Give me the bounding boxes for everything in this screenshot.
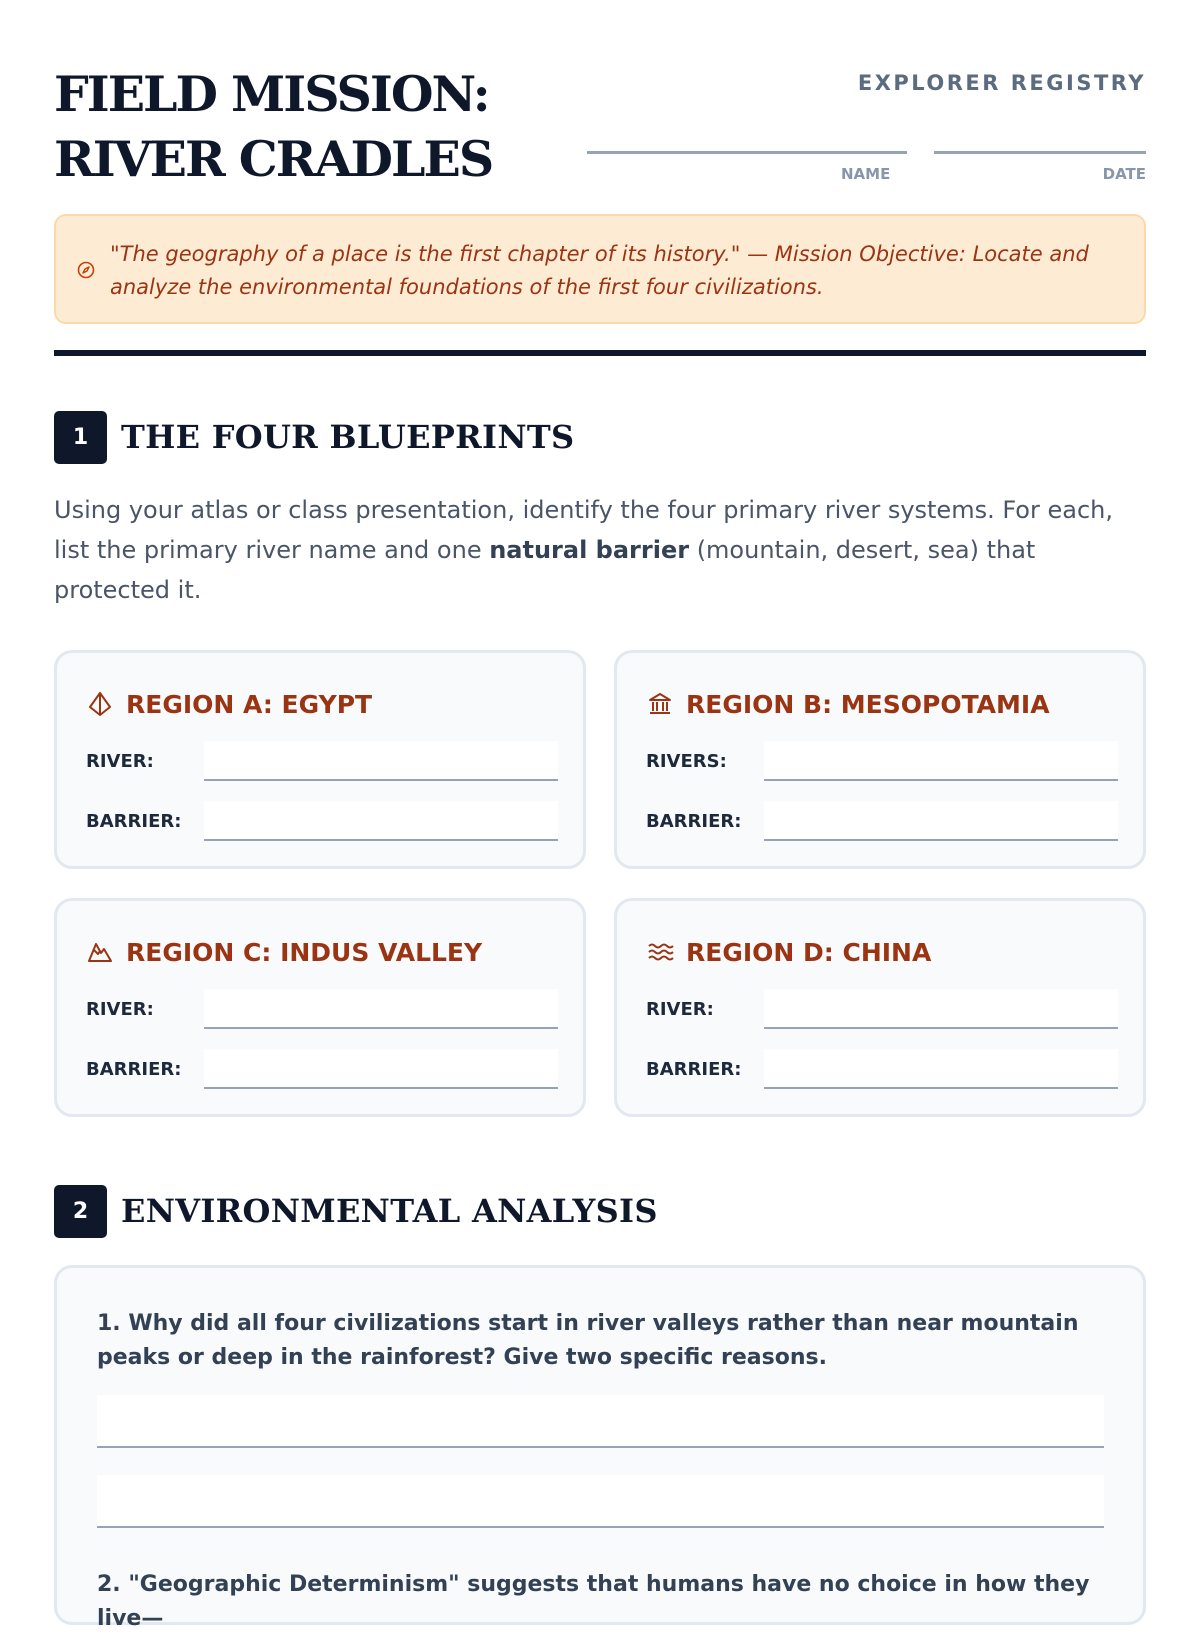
river-label: RIVER:: [86, 999, 154, 1020]
pyramid-icon: [86, 690, 114, 718]
explorer-registry-label: EXPLORER REGISTRY: [857, 71, 1146, 95]
region-card-header: [646, 687, 1050, 721]
rivers-label: RIVERS:: [646, 751, 727, 772]
compass-icon: [76, 260, 96, 280]
section-1-instructions: [54, 490, 1146, 610]
region-card-header: [86, 687, 372, 721]
question-2: 2. "Geographic Determinism" suggests that humans have no choice in how they live—: [97, 1572, 1090, 1631]
egypt-river-input[interactable]: [204, 741, 558, 781]
region-card-egypt: [54, 650, 586, 869]
region-a-title: REGION A: EGYPT: [126, 689, 373, 719]
river-label: RIVER:: [86, 751, 154, 772]
barrier-label: BARRIER:: [86, 811, 182, 832]
name-label: NAME: [841, 165, 891, 183]
page-title: [54, 62, 492, 192]
barrier-label: BARRIER:: [646, 811, 742, 832]
region-b-title: REGION B: MESOPOTAMIA: [686, 689, 1050, 719]
title-line-1: FIELD MISSION:: [54, 65, 489, 123]
title-line-2: RIVER CRADLES: [54, 130, 493, 188]
mountain-icon: [86, 938, 114, 966]
instructions-text-1: Using your atlas or class presentation, identify the four primary river systems. For each, list the primary river name and one: [54, 496, 1113, 564]
natural-barrier-emphasis: natural barrier: [489, 536, 690, 564]
name-field[interactable]: [587, 151, 907, 154]
instructions-text-2: (mountain, desert, sea) that protected it.: [54, 536, 1036, 604]
answer-line[interactable]: [97, 1395, 1104, 1448]
region-card-indus-valley: [54, 898, 586, 1117]
section-1-number: 1: [54, 411, 107, 464]
section-2-title: ENVIRONMENTAL ANALYSIS: [121, 1192, 658, 1230]
region-card-header: [646, 935, 931, 969]
section-1-title: THE FOUR BLUEPRINTS: [121, 418, 575, 456]
river-label: RIVER:: [646, 999, 714, 1020]
indus-barrier-input[interactable]: [204, 1049, 558, 1089]
analysis-box: [54, 1265, 1146, 1631]
waves-icon: [646, 938, 674, 966]
region-c-title: REGION C: INDUS VALLEY: [126, 937, 483, 967]
date-field[interactable]: [934, 151, 1146, 154]
china-river-input[interactable]: [764, 989, 1118, 1029]
barrier-label: BARRIER:: [86, 1059, 182, 1080]
question-1: 1. Why did all four civilizations start in river valleys rather than near mountain peaks or deep in the rainforest? Give two specific reasons.: [97, 1311, 1079, 1370]
mission-objective-banner: [54, 214, 1146, 324]
china-barrier-input[interactable]: [764, 1049, 1118, 1089]
region-d-title: REGION D: CHINA: [686, 937, 932, 967]
mesopotamia-barrier-input[interactable]: [764, 801, 1118, 841]
region-card-china: [614, 898, 1146, 1117]
answer-line[interactable]: [97, 1475, 1104, 1528]
section-2-number: 2: [54, 1185, 107, 1238]
temple-icon: [646, 690, 674, 718]
region-card-header: [86, 935, 482, 969]
mesopotamia-rivers-input[interactable]: [764, 741, 1118, 781]
egypt-barrier-input[interactable]: [204, 801, 558, 841]
barrier-label: BARRIER:: [646, 1059, 742, 1080]
mission-objective-text: "The geography of a place is the first chapter of its history." — Mission Objective: Locate and analyze the environmental foundations of the first four civilizations.: [110, 242, 1089, 299]
indus-river-input[interactable]: [204, 989, 558, 1029]
region-card-mesopotamia: [614, 650, 1146, 869]
header-divider: [54, 350, 1146, 356]
worksheet-page: [54, 0, 1146, 1631]
date-label: DATE: [1102, 165, 1146, 183]
